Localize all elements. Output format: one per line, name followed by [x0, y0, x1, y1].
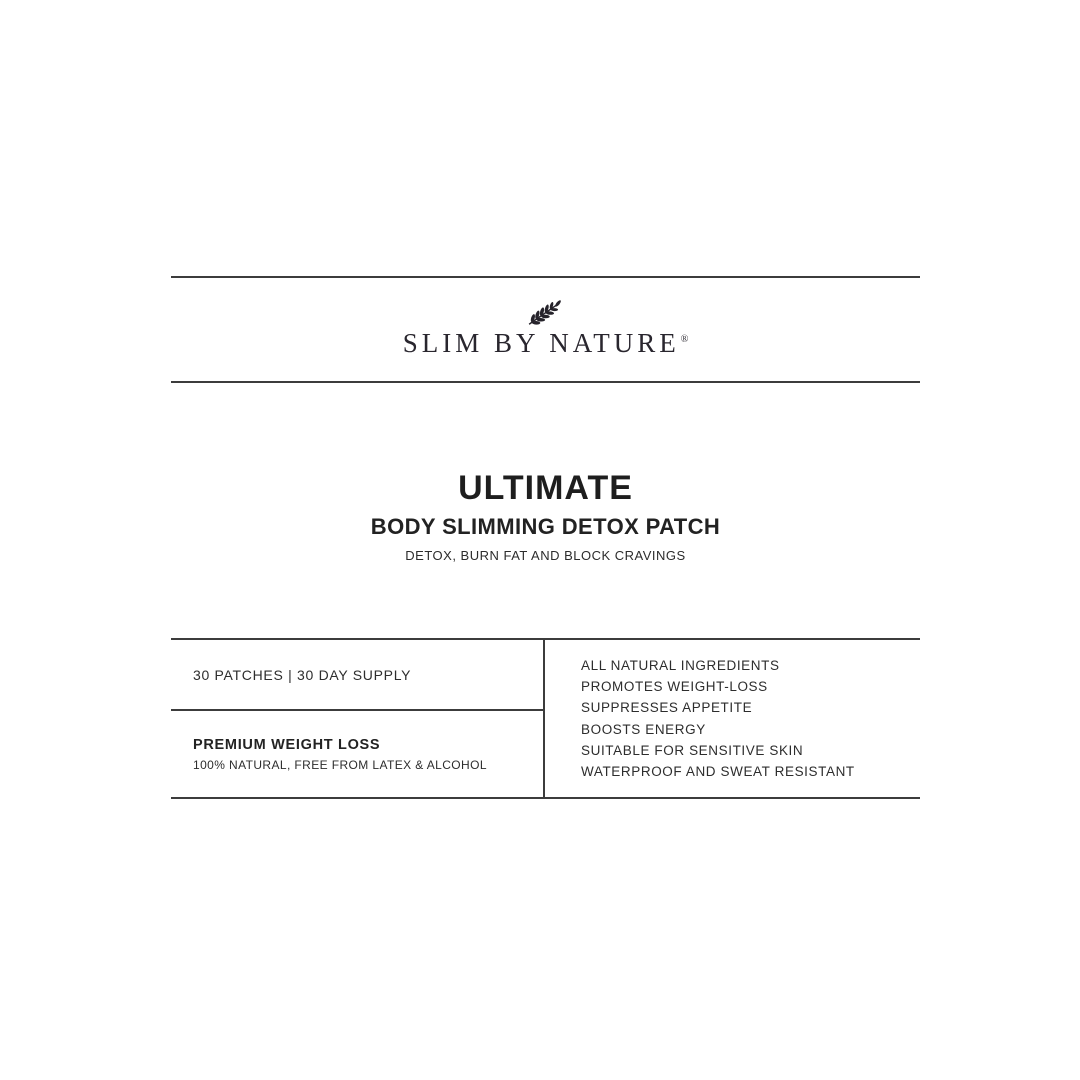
category-cell [171, 711, 543, 797]
category-subtitle: 100% NATURAL, FREE FROM LATEX & ALCOHOL [193, 757, 487, 772]
title-block [171, 469, 920, 563]
info-panel [171, 638, 920, 799]
header-divider-top [171, 276, 920, 278]
feature-item: PROMOTES WEIGHT-LOSS [581, 678, 768, 694]
info-panel-right-column [545, 640, 920, 797]
feature-item: SUITABLE FOR SENSITIVE SKIN [581, 742, 804, 758]
brand-name-text: SLIM BY NATURE [402, 328, 680, 358]
product-subtitle: BODY SLIMMING DETOX PATCH [370, 514, 721, 539]
info-panel-left-column [171, 640, 545, 797]
product-title: ULTIMATE [458, 469, 633, 507]
feature-item: SUPPRESSES APPETITE [581, 700, 753, 716]
header-divider-bottom [171, 381, 920, 383]
category-title: PREMIUM WEIGHT LOSS [193, 736, 381, 753]
feature-list [581, 655, 855, 783]
product-tagline: DETOX, BURN FAT AND BLOCK CRAVINGS [405, 548, 686, 563]
registered-trademark-symbol: ® [680, 334, 689, 345]
feature-item: BOOSTS ENERGY [581, 721, 706, 737]
brand-logo [171, 298, 920, 359]
brand-name [171, 328, 920, 359]
feature-item: WATERPROOF AND SWEAT RESISTANT [581, 764, 855, 780]
supply-info: 30 PATCHES | 30 DAY SUPPLY [171, 640, 543, 711]
leaf-branch-icon [171, 298, 920, 328]
feature-item: ALL NATURAL INGREDIENTS [581, 657, 780, 673]
